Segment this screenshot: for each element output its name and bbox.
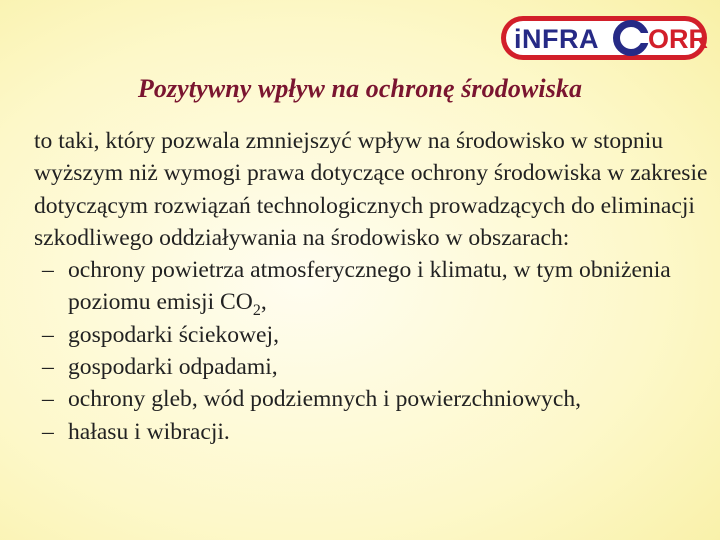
logo-text-orr: ORR bbox=[648, 24, 708, 54]
bullet-suffix: , bbox=[260, 289, 267, 316]
infracorr-logo bbox=[500, 15, 708, 61]
infracorr-logo-graphic bbox=[500, 15, 708, 61]
slide-title: Pozytywny wpływ na ochronę środowiska bbox=[137, 74, 583, 103]
bullet-text: ochrony gleb, wód podziemnych i powierzchniowych, bbox=[68, 386, 582, 413]
bullet-item bbox=[34, 254, 714, 319]
bullet-dash: – bbox=[42, 354, 54, 381]
bullet-dash: – bbox=[42, 321, 54, 348]
intro-paragraph: to taki, który pozwala zmniejszyć wpływ na środowisko w stopniu wyższym niż wymogi prawa dotyczące ochrony środowiska w zakresie dotyczącym rozwiązań technologicznych prowadzących do eliminacji szkodliwego oddziaływania na środowisko w obszarach: bbox=[34, 128, 708, 251]
bullet-item bbox=[34, 351, 714, 383]
bullet-text: ochrony powietrza atmosferycznego i klimatu, w tym obniżenia poziomu emisji CO bbox=[68, 257, 671, 316]
bullet-list bbox=[34, 254, 714, 448]
bullet-item bbox=[34, 416, 714, 448]
bullet-item bbox=[34, 319, 714, 351]
bullet-dash: – bbox=[42, 418, 54, 445]
logo-text-infra: iNFRA bbox=[514, 24, 599, 54]
bullet-text: gospodarki odpadami, bbox=[68, 354, 278, 381]
bullet-text: gospodarki ściekowej, bbox=[68, 321, 279, 348]
bullet-item bbox=[34, 383, 714, 415]
slide-content bbox=[34, 125, 714, 448]
bullet-text: hałasu i wibracji. bbox=[68, 418, 230, 445]
co2-subscript: 2 bbox=[252, 302, 261, 320]
bullet-dash: – bbox=[42, 386, 54, 413]
bullet-dash: – bbox=[42, 257, 54, 284]
